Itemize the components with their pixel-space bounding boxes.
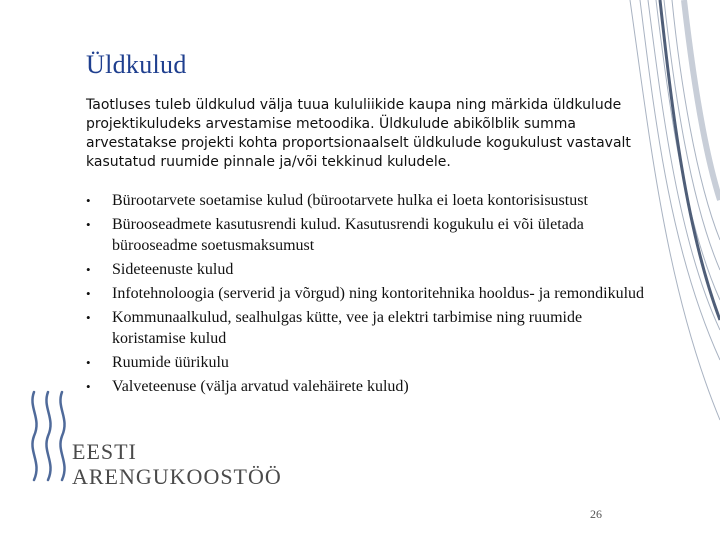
bullet-icon: • bbox=[86, 310, 91, 325]
bullet-icon: • bbox=[86, 217, 91, 232]
list-item: • Bürootarvete soetamise kulud (bürootarvete hulka ei loeta kontorisisustust bbox=[86, 192, 588, 209]
list-item: • Ruumide üürikulu bbox=[86, 354, 229, 371]
intro-paragraph: Taotluses tuleb üldkulud välja tuua kululiikide kaupa ning märkida üldkulude projektikuludeks arvestamise metoodika. Üldkulude abikõlblik summa arvestatakse projekti kohta proportsionaalselt üldkulude kogukulust vastavalt kasutatud ruumide pinnale ja/või tekkinud kuludele. bbox=[86, 97, 631, 170]
list-item: • Kommunaalkulud, sealhulgas kütte, vee ja elektri tarbimise ning ruumide koristamise kulud bbox=[86, 309, 583, 347]
slide-title: Üldkulud bbox=[86, 50, 187, 79]
list-item: • Sideteenuste kulud bbox=[86, 261, 234, 278]
bullet-icon: • bbox=[86, 379, 91, 394]
logo bbox=[72, 440, 282, 490]
page-number: 26 bbox=[590, 507, 602, 521]
cost-type-list bbox=[86, 190, 648, 400]
list-item: • Valveteenuse (välja arvatud valehäirete kulud) bbox=[86, 378, 409, 395]
list-item: • Bürooseadmete kasutusrendi kulud. Kasutusrendi kogukulu ei või ületada bürooseadme soetusmaksumust bbox=[86, 216, 584, 254]
list-item: • Infotehnoloogia (serverid ja võrgud) ning kontoritehnika hooldus- ja remondikulud bbox=[86, 285, 645, 302]
bullet-icon: • bbox=[86, 262, 91, 277]
logo-wave-icon bbox=[26, 388, 70, 484]
logo-line-2: ARENGUKOOSTÖÖ bbox=[72, 464, 282, 489]
bullet-icon: • bbox=[86, 193, 91, 208]
logo-line-1: EESTI bbox=[72, 439, 137, 464]
bullet-icon: • bbox=[86, 355, 91, 370]
bullet-icon: • bbox=[86, 286, 91, 301]
